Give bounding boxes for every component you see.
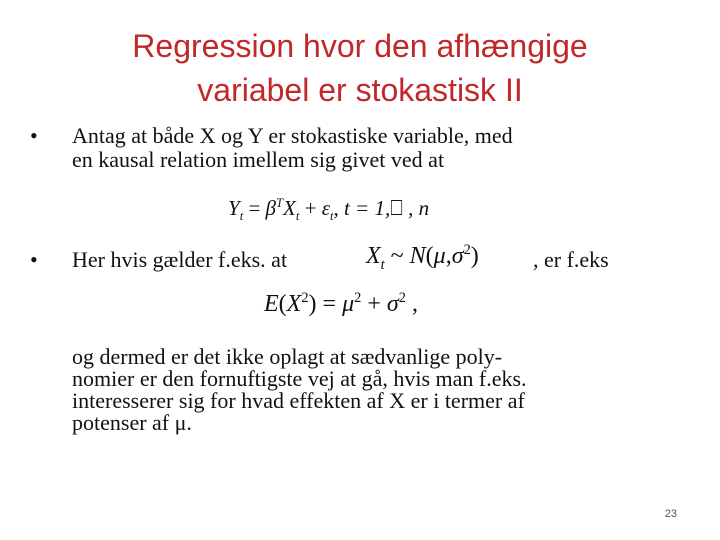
bullet-1-text: [72, 124, 692, 172]
formula-e: E: [264, 291, 279, 317]
formula-x: X: [366, 243, 381, 269]
bullet-point-icon: •: [30, 123, 38, 148]
formula-sup-t: T: [276, 196, 284, 210]
formula-plus: +: [361, 291, 387, 317]
formula-comma: ,: [405, 291, 418, 317]
formula-mu: μ: [342, 291, 355, 317]
paragraph-line-4: potenser af μ.: [72, 410, 192, 435]
formula-y: Y: [228, 196, 240, 220]
title-line-2: variabel er stokastisk II: [197, 72, 523, 108]
title-line-1: Regression hvor den afhængige: [132, 28, 588, 64]
formula-index-range: , t = 1,: [333, 196, 391, 220]
paragraph-line-3: interesserer sig for hvad effekten af X er i termer af: [72, 388, 525, 413]
formula-comma: ,: [445, 243, 452, 269]
bullet-2-suffix: , er f.eks: [533, 247, 609, 272]
formula-plus: +: [299, 196, 322, 220]
distribution-formula: [366, 242, 479, 274]
formula-paren-close: ): [470, 243, 479, 269]
formula-sup-2: 2: [354, 290, 362, 306]
slide-title: [0, 24, 720, 112]
expectation-formula: [264, 290, 418, 318]
bullet-1-line-2: en kausal relation imellem sig givet ved at: [72, 147, 445, 172]
paragraph-line-2: nomier er den fornuftigste vej at gå, hvis man f.eks.: [72, 366, 527, 391]
missing-glyph-box: ⎕: [390, 196, 403, 220]
conclusion-paragraph: [72, 346, 692, 434]
formula-equals: =: [316, 291, 343, 317]
formula-sup-2: 2: [301, 290, 309, 306]
bullet-1-line-1: Antag at både X og Y er stokastiske variable, med: [72, 123, 513, 148]
formula-x: X: [286, 291, 302, 317]
formula-tilde: ~: [384, 243, 410, 269]
formula-equals: =: [243, 196, 266, 220]
formula-sub-t: t: [239, 209, 244, 224]
formula-n: , n: [402, 196, 430, 220]
formula-epsilon: ε: [321, 196, 330, 220]
formula-paren-close: ): [308, 291, 317, 317]
formula-sigma: σ: [451, 243, 464, 269]
formula-sub-t: t: [329, 209, 334, 224]
formula-sub-t: t: [380, 256, 385, 273]
bullet-point-icon: •: [30, 247, 38, 272]
formula-x: X: [283, 196, 296, 220]
regression-formula: [228, 196, 429, 224]
formula-mu: μ: [433, 243, 446, 269]
formula-sup-2: 2: [398, 290, 406, 306]
formula-normal-n: N: [409, 243, 426, 269]
paragraph-line-1: og dermed er det ikke oplagt at sædvanlige poly-: [72, 344, 503, 369]
bullet-2-intro: Her hvis gælder f.eks. at: [72, 247, 288, 272]
formula-beta: β: [265, 196, 276, 220]
formula-sub-t: t: [295, 209, 300, 224]
formula-paren-open: (: [278, 291, 287, 317]
formula-sup-2: 2: [463, 242, 471, 258]
formula-paren-open: (: [425, 243, 434, 269]
formula-sigma: σ: [386, 291, 399, 317]
page-number: 23: [664, 508, 677, 520]
